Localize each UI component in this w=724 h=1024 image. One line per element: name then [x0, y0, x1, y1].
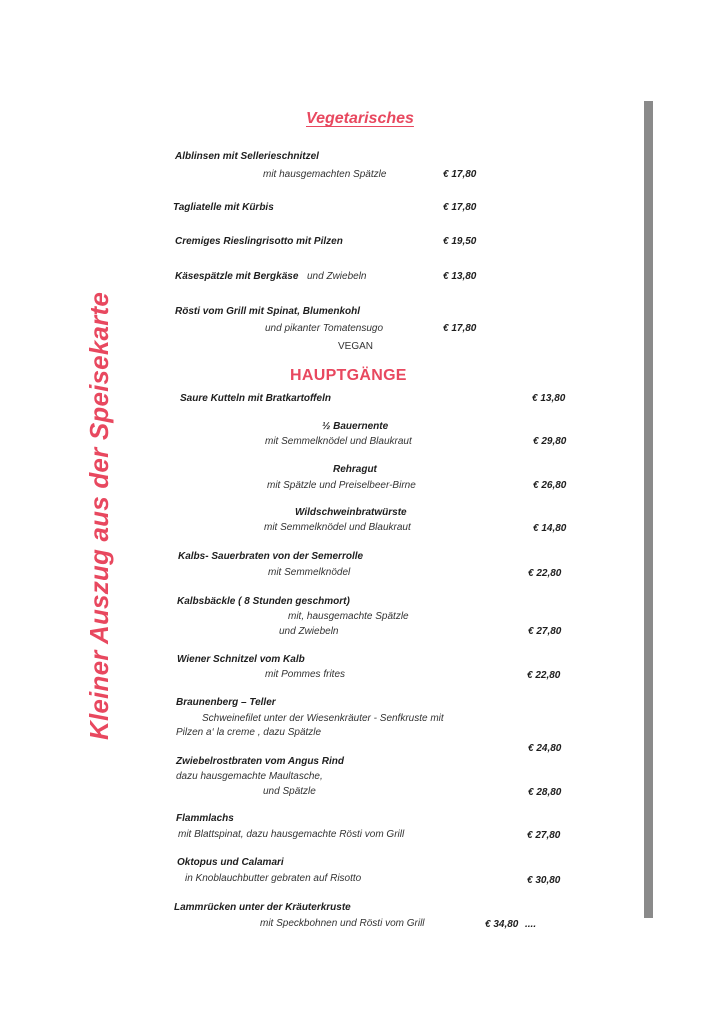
right-margin-bar: [644, 101, 653, 918]
item-price: € 22,80: [527, 670, 561, 681]
section-heading-hauptgaenge: HAUPTGÄNGE: [290, 367, 407, 384]
item-name: Kalbs- Sauerbraten von der Semerrolle: [178, 551, 364, 562]
item-price: € 24,80: [528, 743, 562, 754]
item-name: Rösti vom Grill mit Spinat, Blumenkohl: [175, 306, 361, 317]
item-price: € 30,80: [527, 875, 561, 886]
item-desc: mit, hausgemachte Spätzle: [288, 611, 409, 622]
side-title: Kleiner Auszug aus der Speisekarte: [84, 291, 114, 740]
item-desc: mit Semmelknödel und Blaukraut: [264, 522, 411, 533]
item-desc: Pilzen a‘ la creme , dazu Spätzle: [176, 727, 322, 738]
item-desc: und Zwiebeln: [279, 626, 339, 637]
item-desc: mit Semmelknödel und Blaukraut: [265, 436, 412, 447]
item-name: Tagliatelle mit Kürbis: [173, 202, 274, 213]
item-desc: mit Spätzle und Preiselbeer-Birne: [267, 480, 416, 491]
item-desc: und pikanter Tomatensugo: [265, 323, 384, 334]
item-price: € 29,80: [533, 436, 567, 447]
item-trailing-dots: ....: [525, 919, 537, 930]
item-name: Lammrücken unter der Kräuterkruste: [174, 902, 351, 913]
item-price: € 19,50: [443, 236, 477, 247]
item-name: Zwiebelrostbraten vom Angus Rind: [176, 756, 344, 767]
item-price: € 34,80: [485, 919, 519, 930]
item-price: € 13,80: [532, 393, 566, 404]
item-desc: in Knoblauchbutter gebraten auf Risotto: [185, 873, 362, 884]
item-desc: mit Speckbohnen und Rösti vom Grill: [260, 918, 425, 929]
item-desc: Schweinefilet unter der Wiesenkräuter - Senfkruste mit: [202, 713, 444, 724]
item-name: Alblinsen mit Sellerieschnitzel: [175, 151, 319, 162]
item-price: € 27,80: [528, 626, 562, 637]
item-name: Braunenberg – Teller: [176, 697, 276, 708]
item-desc: mit Semmelknödel: [268, 567, 351, 578]
item-price: € 26,80: [533, 480, 567, 491]
item-name: Saure Kutteln mit Bratkartoffeln: [180, 393, 331, 404]
item-price: € 17,80: [443, 169, 477, 180]
item-note-vegan: VEGAN: [338, 341, 374, 352]
item-price: € 22,80: [528, 568, 562, 579]
item-name: Käsespätzle mit Bergkäse: [175, 271, 299, 282]
item-name: Wiener Schnitzel vom Kalb: [177, 654, 305, 665]
item-desc: mit Pommes frites: [265, 669, 346, 680]
item-price: € 13,80: [443, 271, 477, 282]
item-desc: mit Blattspinat, dazu hausgemachte Rösti vom Grill: [178, 829, 405, 840]
item-desc: dazu hausgemachte Maultasche,: [176, 771, 323, 782]
item-name: Wildschweinbratwürste: [295, 507, 407, 518]
item-price: € 27,80: [527, 830, 561, 841]
item-name: Cremiges Rieslingrisotto mit Pilzen: [175, 236, 343, 247]
item-name: Flammlachs: [176, 813, 234, 824]
item-name: ½ Bauernente: [322, 421, 389, 432]
item-desc: und Spätzle: [263, 786, 316, 797]
item-name: Rehragut: [333, 464, 377, 475]
item-price: € 14,80: [533, 523, 567, 534]
item-price: € 17,80: [443, 323, 477, 334]
item-name: Oktopus und Calamari: [177, 857, 284, 868]
item-price: € 17,80: [443, 202, 477, 213]
item-name: Kalbsbäckle ( 8 Stunden geschmort): [177, 596, 350, 607]
item-name-suffix: und Zwiebeln: [307, 271, 367, 282]
item-desc: mit hausgemachten Spätzle: [263, 169, 387, 180]
section-heading-vegetarisch: Vegetarisches: [306, 110, 414, 127]
item-price: € 28,80: [528, 787, 562, 798]
